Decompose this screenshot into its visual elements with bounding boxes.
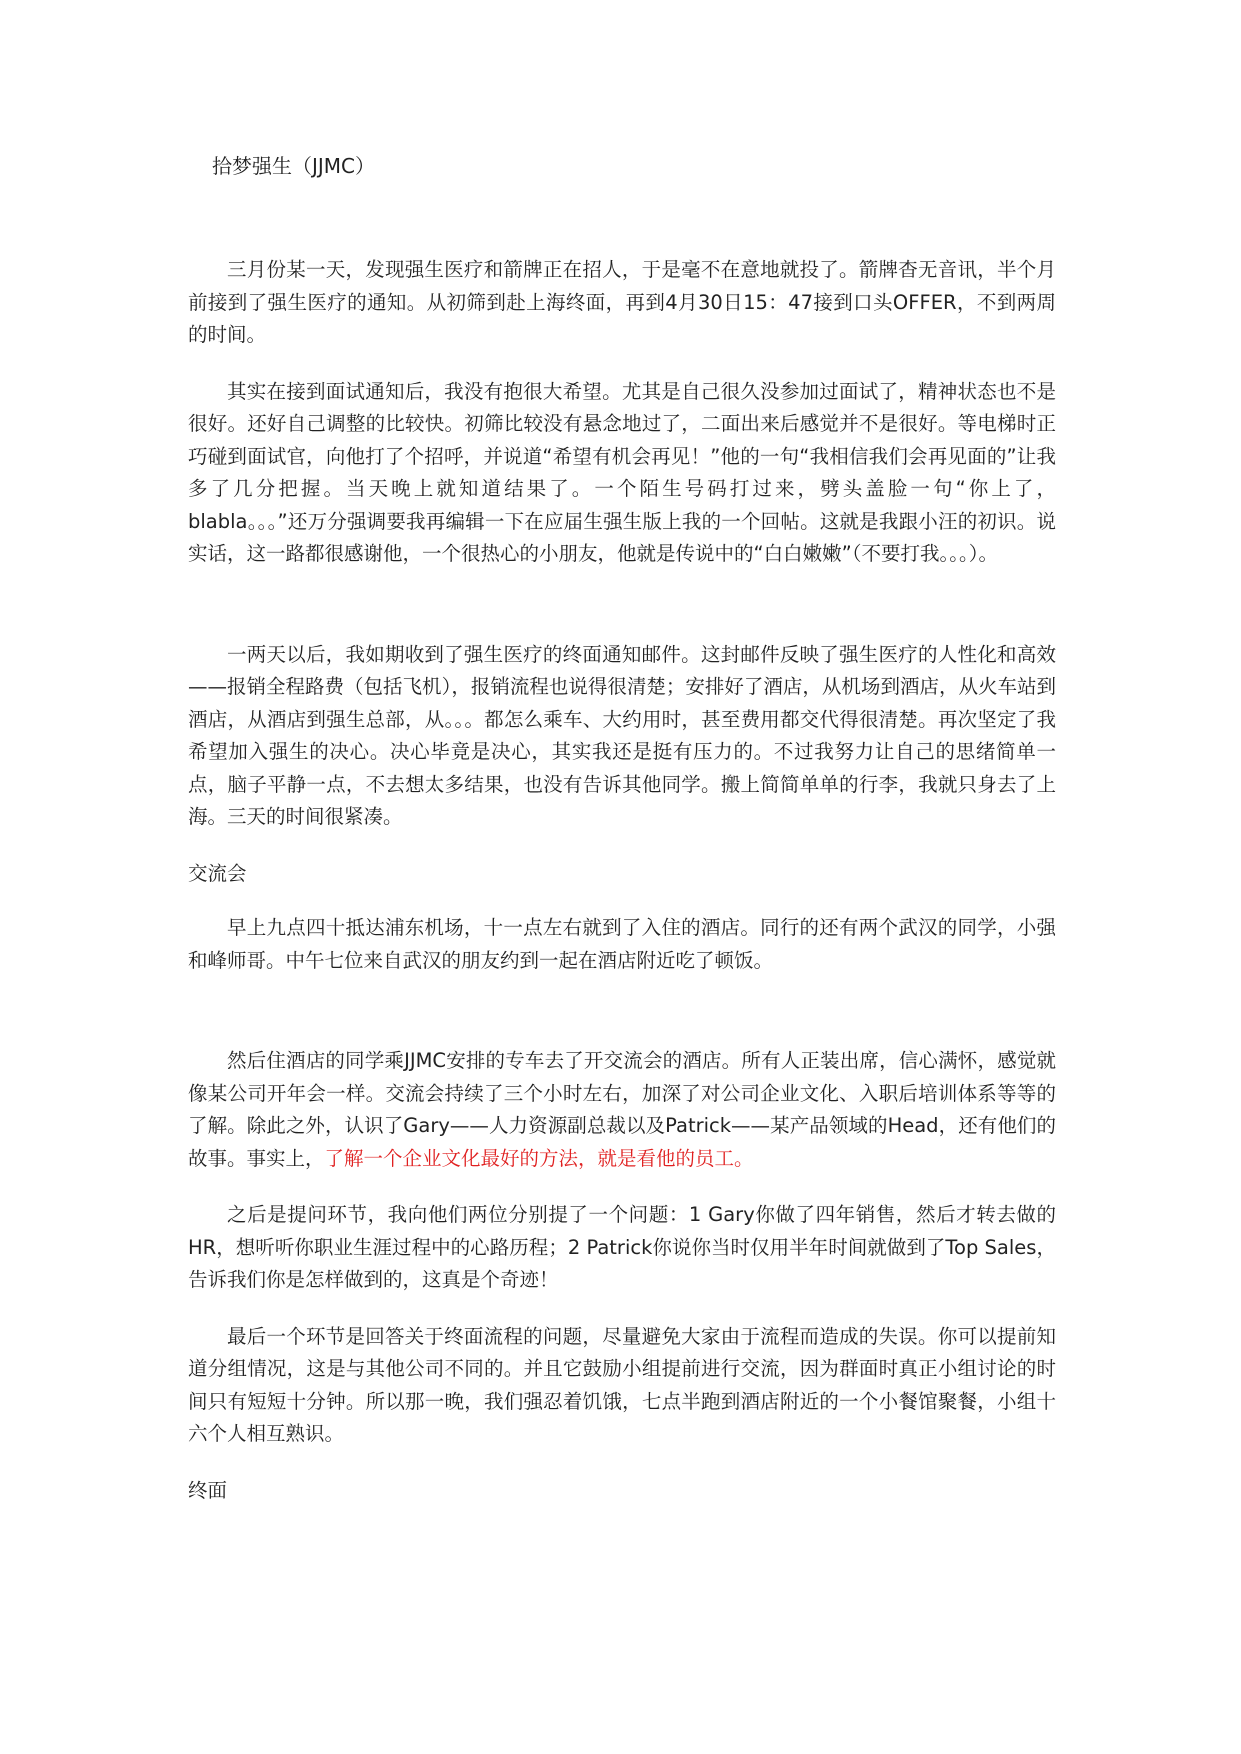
section-heading-final: 终面	[188, 1478, 228, 1502]
paragraph-first-interview: 其实在接到面试通知后，我没有抱很大希望。尤其是自己很久没参加过面试了，精神状态也不是很好。还好自己调整的比较快。初筛比较没有悬念地过了，二面出来后感觉并不是很好。等电梯时正巧碰到面试官，向他打了个招呼，并说道“希望有机会再见！”他的一句“我相信我们会再见面的”让我多了几分把握。当天晚上就知道结果了。一个陌生号码打过来，劈头盖脸一句“你上了，blabla。。。”还万分强调要我再编辑一下在应届生强生版上我的一个回帖。这就是我跟小汪的初识。说实话，这一路都很感谢他，一个很热心的小朋友，他就是传说中的“白白嫩嫩”（不要打我。。。）。	[188, 379, 1056, 565]
highlighted-quote: 了解一个企业文化最好的方法，就是看他的员工。	[324, 1146, 754, 1170]
paragraph-application: 三月份某一天，发现强生医疗和箭牌正在招人，于是毫不在意地就投了。箭牌杳无音讯，半个月前接到了强生医疗的通知。从初筛到赴上海终面，再到4月30日15：47接到口头OFFER，不到两周的时间。	[188, 258, 1056, 346]
document-title: 拾梦强生（JJMC）	[212, 154, 376, 178]
paragraph-questions: 之后是提问环节，我向他们两位分别提了一个问题：1 Gary你做了四年销售，然后才转去做的HR，想听听你职业生涯过程中的心路历程；2 Patrick你说你当时仅用半年时间就做到了Top Sales，告诉我们你是怎样做到的，这真是个奇迹！	[188, 1203, 1056, 1291]
section-heading-exchange: 交流会	[188, 861, 247, 885]
paragraph-final-notice: 一两天以后，我如期收到了强生医疗的终面通知邮件。这封邮件反映了强生医疗的人性化和高效——报销全程路费（包括飞机），报销流程也说得很清楚；安排好了酒店，从机场到酒店，从火车站到酒店，从酒店到强生总部，从。。。都怎么乘车、大约用时，甚至费用都交代得很清楚。再次坚定了我希望加入强生的决心。决心毕竟是决心，其实我还是挺有压力的。不过我努力让自己的思绪简单一点，脑子平静一点，不去想太多结果，也没有告诉其他同学。搬上简简单单的行李，我就只身去了上海。三天的时间很紧凑。	[188, 642, 1056, 828]
paragraph-final-process: 最后一个环节是回答关于终面流程的问题，尽量避免大家由于流程而造成的失误。你可以提前知道分组情况，这是与其他公司不同的。并且它鼓励小组提前进行交流，因为群面时真正小组讨论的时间只有短短十分钟。所以那一晚，我们强忍着饥饿，七点半跑到酒店附近的一个小餐馆聚餐，小组十六个人相互熟识。	[188, 1324, 1056, 1445]
paragraph-arrival: 早上九点四十抵达浦东机场，十一点左右就到了入住的酒店。同行的还有两个武汉的同学，小强和峰师哥。中午七位来自武汉的朋友约到一起在酒店附近吃了顿饭。	[188, 916, 1056, 972]
document-body	[188, 254, 1056, 1529]
paragraph-exchange-meeting	[188, 1045, 1056, 1175]
exchange-meeting-text: 然后住酒店的同学乘JJMC安排的专车去了开交流会的酒店。所有人正装出席，信心满怀，感觉就像某公司开年会一样。交流会持续了三个小时左右，加深了对公司企业文化、入职后培训体系等等的了解。除此之外，认识了Gary——人力资源副总裁以及Patrick——某产品领域的Head，还有他们的故事。事实上，	[188, 1049, 1056, 1170]
